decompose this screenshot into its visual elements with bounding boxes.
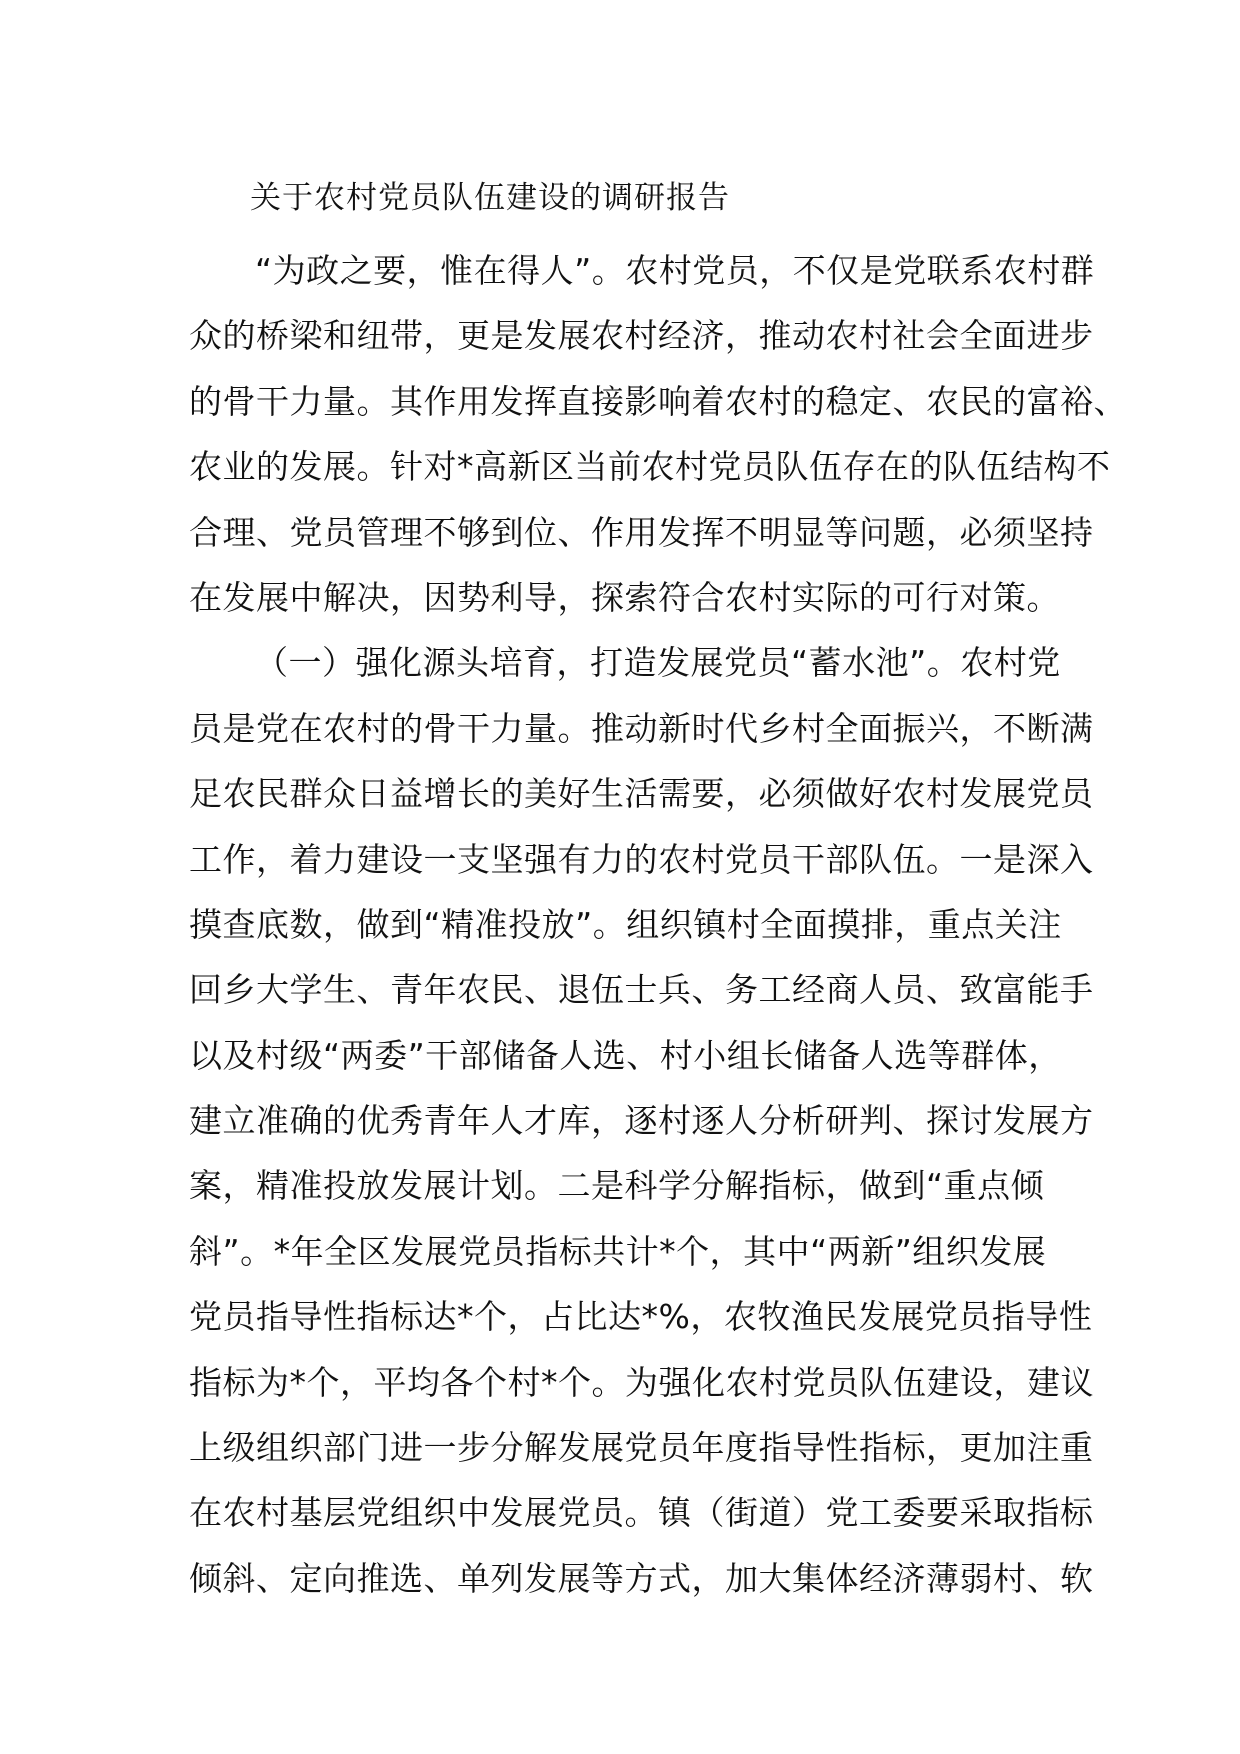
body-line: 员是党在农村的骨干力量。推动新时代乡村全面振兴，不断满 xyxy=(189,708,1094,748)
body-line: （一）强化源头培育，打造发展党员“蓄水池”。农村党 xyxy=(255,643,1061,683)
body-line: “为政之要，惟在得人”。农村党员，不仅是党联系农村群 xyxy=(255,251,1095,290)
body-line: 工作，着力建设一支坚强有力的农村党员干部队伍。一是深入 xyxy=(189,839,1094,879)
body-line: 倾斜、定向推选、单列发展等方式，加大集体经济薄弱村、软 xyxy=(189,1558,1094,1598)
body-line: 农业的发展。针对*高新区当前农村党员队伍存在的队伍结构不 xyxy=(189,447,1111,487)
body-line: 足农民群众日益增长的美好生活需要，必须做好农村发展党员 xyxy=(189,774,1094,814)
body-line: 斜”。*年全区发展党员指标共计*个，其中“两新”组织发展 xyxy=(189,1231,1047,1271)
body-line: 合理、党员管理不够到位、作用发挥不明显等问题，必须坚持 xyxy=(189,512,1094,552)
body-line: 上级组织部门进一步分解发展党员年度指导性指标，更加注重 xyxy=(189,1428,1094,1468)
body-line: 在发展中解决，因势利导，探索符合农村实际的可行对策。 xyxy=(189,577,1060,617)
body-line: 众的桥梁和纽带，更是发展农村经济，推动农村社会全面进步 xyxy=(189,316,1094,356)
body-line: 回乡大学生、青年农民、退伍士兵、务工经商人员、致富能手 xyxy=(189,970,1094,1010)
document-body xyxy=(189,238,1127,1611)
body-line: 案，精准投放发展计划。二是科学分解指标，做到“重点倾 xyxy=(189,1166,1045,1206)
body-line: 以及村级“两委”干部储备人选、村小组长储备人选等群体， xyxy=(189,1035,1062,1075)
body-line: 在农村基层党组织中发展党员。镇（街道）党工委要采取指标 xyxy=(189,1493,1094,1533)
body-line: 摸查底数，做到“精准投放”。组织镇村全面摸排，重点关注 xyxy=(189,904,1062,944)
body-line: 建立准确的优秀青年人才库，逐村逐人分析研判、探讨发展方 xyxy=(189,1101,1094,1141)
body-line: 的骨干力量。其作用发挥直接影响着农村的稳定、农民的富裕、 xyxy=(189,381,1127,421)
body-line: 指标为*个，平均各个村*个。为强化农村党员队伍建设，建议 xyxy=(189,1362,1094,1402)
body-line: 党员指导性指标达*个，占比达*%，农牧渔民发展党员指导性 xyxy=(189,1297,1093,1337)
document-title: 关于农村党员队伍建设的调研报告 xyxy=(250,180,730,216)
